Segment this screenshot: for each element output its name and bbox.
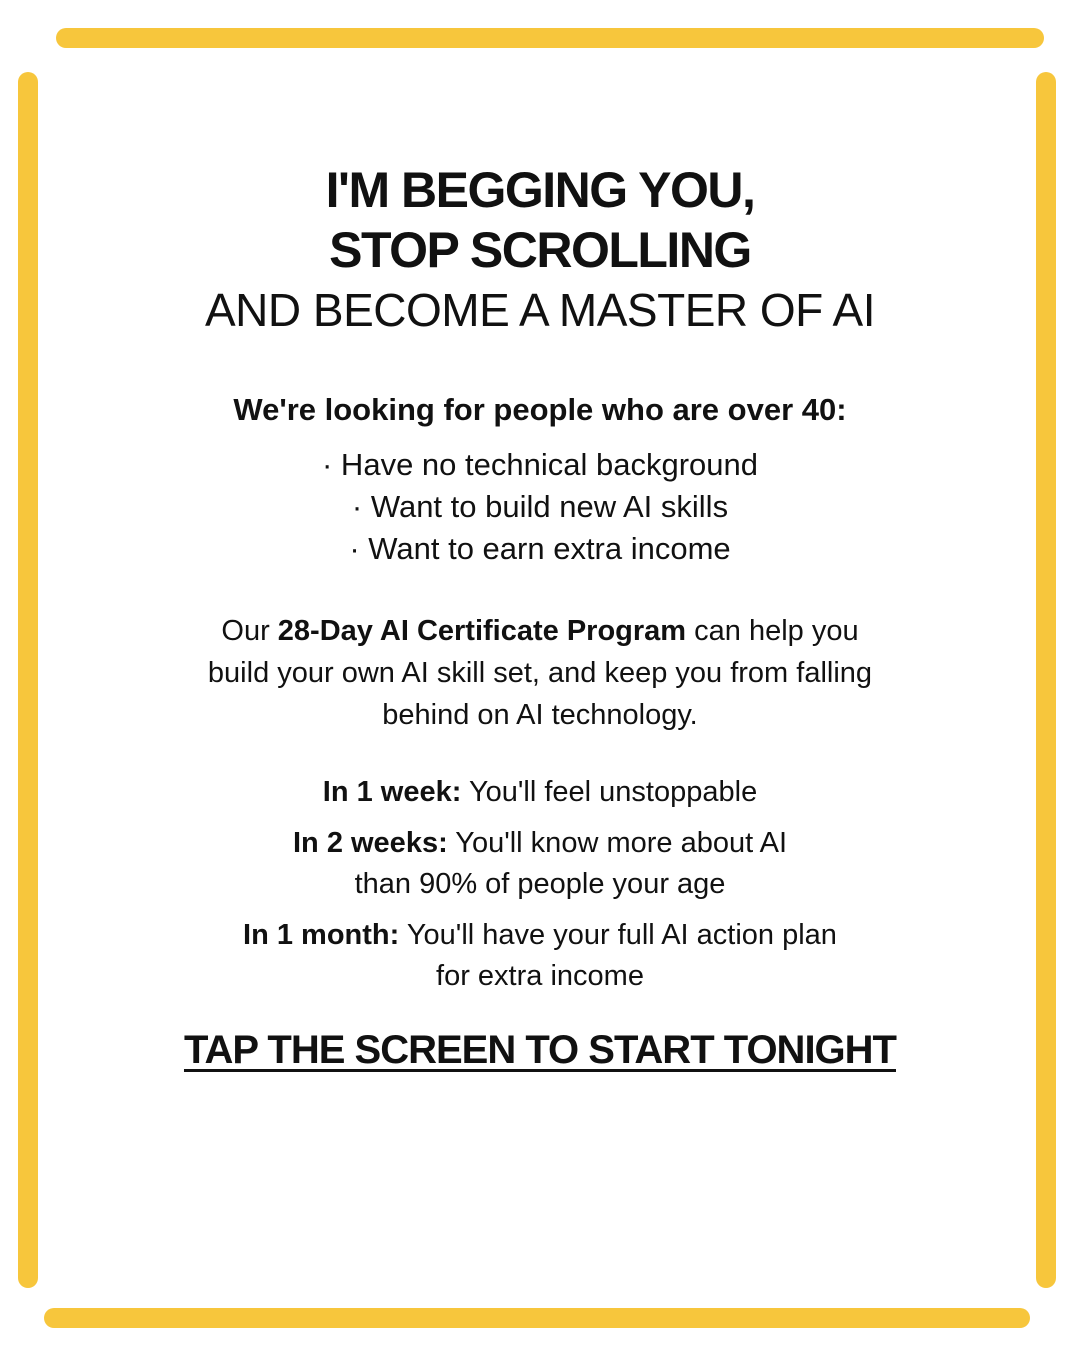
headline-line-1: I'M BEGGING YOU,	[325, 162, 755, 218]
program-suffix: can help you build your own AI skill set, and keep you from falling behind on AI technology.	[207, 615, 873, 731]
milestone-text-line-2: than 90% of people your age	[354, 868, 726, 900]
program-description	[190, 610, 890, 736]
frame-right-bar	[1036, 72, 1056, 1288]
milestone-label: In 1 week:	[322, 776, 462, 808]
milestone-label: In 1 month:	[243, 919, 400, 951]
program-prefix: Our	[221, 615, 278, 647]
frame-bottom-bar	[44, 1308, 1030, 1328]
audience-intro: We're looking for people who are over 40:	[233, 392, 847, 427]
frame-left-bar	[18, 72, 38, 1288]
milestone-1-month	[80, 915, 1000, 997]
audience-item: · Have no technical background	[322, 447, 758, 482]
cta-link[interactable]: TAP THE SCREEN TO START TONIGHT	[183, 1028, 896, 1072]
milestones	[80, 772, 1000, 997]
audience-list	[80, 444, 1000, 570]
headline-line-2: STOP SCROLLING	[329, 222, 751, 278]
audience-item: · Want to build new AI skills	[351, 489, 729, 524]
milestone-1-week	[80, 772, 1000, 813]
milestone-text: You'll know more about AI	[447, 827, 787, 859]
milestone-text-line-2: for extra income	[436, 960, 644, 992]
audience-item: · Want to earn extra income	[349, 531, 731, 566]
ad-content	[80, 160, 1000, 1075]
milestone-text: You'll have your full AI action plan	[399, 919, 837, 951]
milestone-text: You'll feel unstoppable	[461, 776, 758, 808]
frame-top-bar	[56, 28, 1044, 48]
milestone-2-weeks	[80, 823, 1000, 905]
milestone-label: In 2 weeks:	[292, 827, 448, 859]
headline-line-3: AND BECOME A MASTER OF AI	[205, 284, 875, 336]
program-name: 28-Day AI Certificate Program	[277, 615, 687, 647]
